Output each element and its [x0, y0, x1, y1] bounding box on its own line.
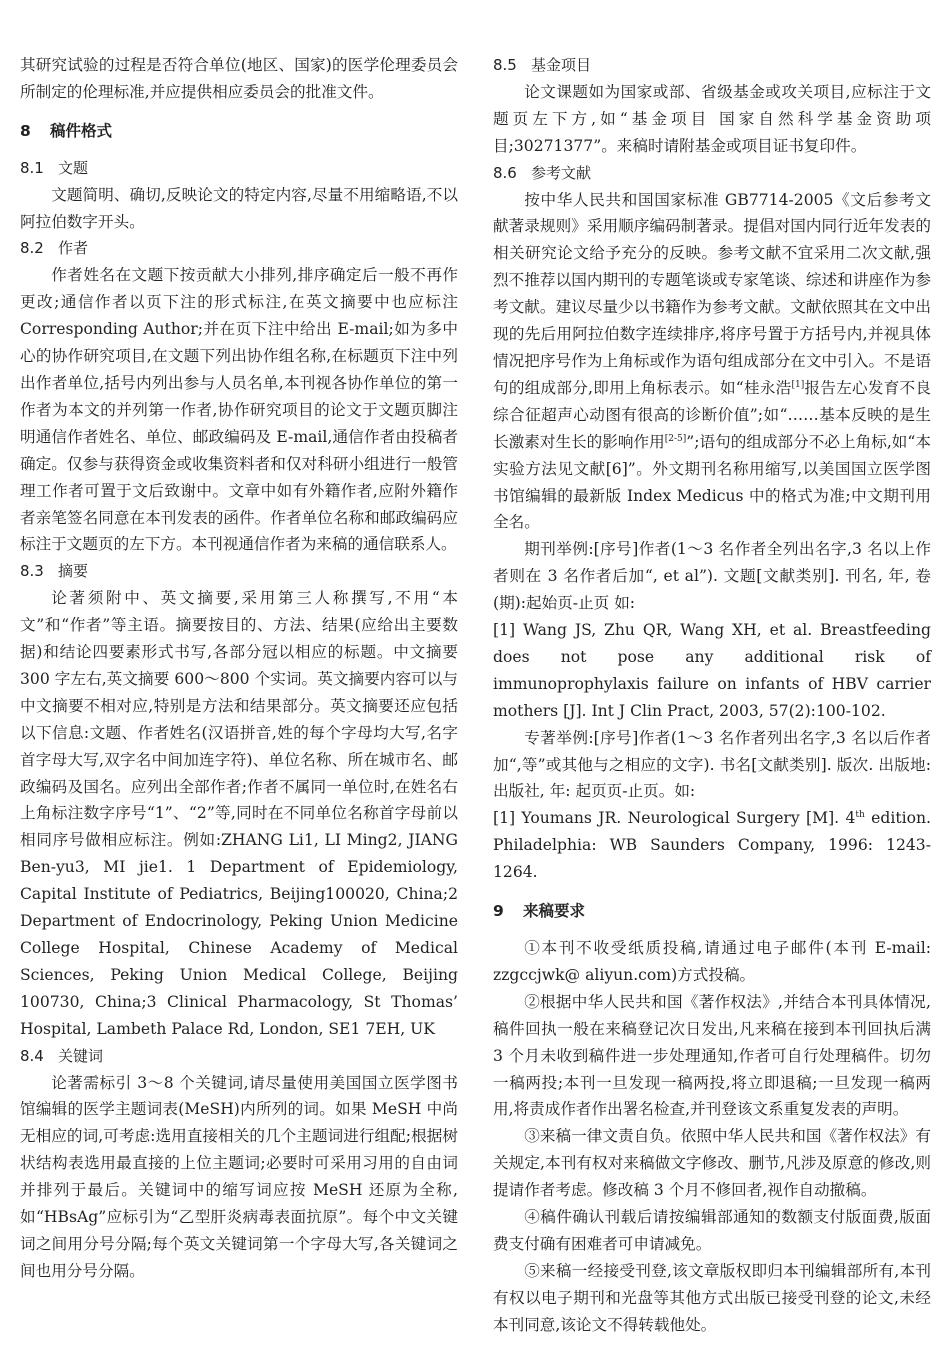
subsection-title: 关键词: [58, 1046, 104, 1065]
subsection-8-4-body: 论著需标引 3～8 个关键词,请尽量使用美国国立医学图书馆编辑的医学主题词表(MeSH)内所列的词。如果 MeSH 中尚无相应的词,可考虑:选用直接相关的几个主题词进行组配;根据树状结构表选用最直接的上位主题词;必要时可采用习用的自由词并排列于最后。关键词中的缩写词应按 MeSH 还原为全称,如“HBsAg”应标引为“乙型肝炎病毒表面抗原”。每个中文关键词之间用分号分隔;每个英文关键词第一个字母大写,各关键词之间也用分号分隔。: [20, 1073, 458, 1280]
subsection-title: 参考文献: [531, 163, 592, 182]
subsection-number: 8.2: [20, 239, 44, 258]
citation-superscript: [2-5]: [664, 433, 687, 444]
subsection-number: 8.4: [20, 1046, 44, 1065]
subsection-title: 基金项目: [531, 56, 592, 74]
section-number: 9: [493, 902, 504, 921]
subsection-title: 摘要: [58, 562, 89, 581]
section-title: 来稿要求: [523, 902, 586, 921]
section-8-heading: [20, 118, 458, 145]
subsection-number: 8.5: [493, 56, 517, 74]
subsection-8-3-body: 论著须附中、英文摘要,采用第三人称撰写,不用“本文”和“作者”等主语。摘要按目的、方法、结果(应给出主要数据)和结论四要素形式书写,各部分冠以相应的标题。中文摘要 300 字左右,英文摘要 600～800 个实词。英文摘要内容可以与中文摘要不相对应,特别是方法和结果部分。英文摘要还应包括以下信息:文题、作者姓名(汉语拼音,姓的每个字母均大写,名字首字母大写,双字名中间加连字符)、单位名称、所在城市名、邮政编码及国名。应列出全部作者;作者不属同一单位时,在姓名右上角标注数字序号“1”、“2”等,同时在不同单位名称首字母前以相同序号做相应标注。例如:ZHANG Li1, LI Ming2, JIANG Ben-yu3, MI jie1. 1 Department of Epidemiology, Capital Institute of Pediatrics, Beijing100020, China;2 Department of Endocrinology, Peking Union Medicine College Hospital, Chinese Academy of Medical Sciences, Peking Union Medical College, Beijing 100730, China;3 Clinical Pharmacology, St Thomas’ Hospital, Lambeth Palace Rd, London, SE1 7EH, UK: [20, 589, 458, 1038]
body-text: ”;语句的组成部分不必上角标,如“本实验方法见文献[6]”。外文期刊名称用缩写,以美国国立医学图书馆编辑的最新版 Index Medicus 中的格式为准;中文期刊用全名。: [493, 432, 931, 532]
requirement-item-2: ②根据中华人民共和国《著作权法》,并结合本刊具体情况,稿件回执一般在来稿登记次日发出,凡来稿在接到本刊回执后满 3 个月未收到稿件进一步处理通知,作者可自行处理稿件。切勿一稿两投;本刊一旦发现一稿两投,将立即退稿;一旦发现一稿两用,将责成作者作出署名检查,并刊登该文系重复发表的声明。: [493, 992, 931, 1119]
book-example: 专著举例:[序号]作者(1～3 名作者列出名字,3 名以后作者加“,等”或其他与之相应的文字). 书名[文献类别]. 版次. 出版地: 出版社, 年: 起页页-止页。如:: [493, 728, 931, 801]
left-column: [20, 52, 458, 1285]
subsection-8-5-body: 论文课题如为国家或部、省级基金或攻关项目,应标注于文题页左下方,如“基金项目 国家自然科学基金资助项目;30271377”。来稿时请附基金或项目证书复印件。: [493, 82, 931, 155]
subsection-title: 作者: [58, 239, 89, 258]
journal-example: 期刊举例:[序号]作者(1～3 名作者全列出名字,3 名以上作者则在 3 名作者后加“, et al”). 文题[文献类别]. 刊名, 年, 卷(期):起始页-止页 如:: [493, 540, 931, 613]
subsection-8-4-heading: [20, 1043, 458, 1070]
right-column: [493, 52, 931, 1339]
subsection-8-5-heading: [493, 52, 931, 79]
section-9-heading: [493, 898, 931, 925]
subsection-8-2-heading: [20, 235, 458, 262]
subsection-8-1-body: 文题简明、确切,反映论文的特定内容,尽量不用缩略语,不以阿拉伯数字开头。: [20, 185, 458, 231]
body-text: 按中华人民共和国国家标准 GB7714-2005《文后参考文献著录规则》采用顺序编码制著录。提倡对国内同行近年发表的相关研究论文给予充分的反映。参考文献不宜采用二次文献,强烈不推荐以国内期刊的专题笔谈或专家笔谈、综述和讲座作为参考文献。建议尽量少以书籍作为参考文献。文献依照其在文中出现的先后用阿拉伯数字连续排序,将序号置于方括号内,并视具体情况把序号作为上角标或作为语句组成部分在文中引入。不是语句的组成部分,即用上角标表示。如“桂永浩: [493, 190, 931, 397]
requirement-item-4: ④稿件确认刊载后请按编辑部通知的数额支付版面费,版面费支付确有困难者可申请减免。: [493, 1208, 931, 1253]
journal-reference: [1] Wang JS, Zhu QR, Wang XH, et al. Breastfeeding does not pose any additional risk of immunoprophylaxis failure on infants of HBV carrier mothers [J]. Int J Clin Pract, 2003, 57(2):100-102.: [493, 621, 931, 720]
reference-text: edition. Philadelphia: WB Saunders Company, 1996: 1243-1264.: [493, 809, 931, 882]
reference-text: [1] Youmans JR. Neurological Surgery [M]. 4: [493, 809, 856, 828]
body-text: 报告左心发育不良综合征超声心动图有很高的诊断价值”;如“……基本反映的是生长激素对生长的影响作用: [493, 378, 931, 451]
subsection-number: 8.1: [20, 158, 44, 177]
requirement-item-3: ③来稿一律文责自负。依照中华人民共和国《著作权法》有关规定,本刊有权对来稿做文字修改、删节,凡涉及原意的修改,则提请作者考虑。修改稿 3 个月不修回者,视作自动撤稿。: [493, 1127, 931, 1200]
section-number: 8: [20, 121, 31, 140]
subsection-8-6-heading: [493, 160, 931, 187]
subsection-8-2-body: 作者姓名在文题下按贡献大小排列,排序确定后一般不再作更改;通信作者以页下注的形式标注,在英文摘要中也应标注 Corresponding Author;并在页下注中给出 E-mail;如为多中心的协作研究项目,在文题下列出协作组名称,在标题页下注中列出作者单位,括号内列出参与人员名单,本刊视各协作单位的第一作者为本文的并列第一作者,协作研究项目的论文于文题页脚注明通信作者姓名、单位、邮政编码及 E-mail,通信作者由投稿者确定。仅参与获得资金或收集资料者和仅对科研小组进行一般管理工作者可置于文后致谢中。文章中如有外籍作者,应附外籍作者亲笔签名同意在本刊发表的函件。作者单位名称和邮政编码应标注于文题页的左下方。本刊视通信作者为来稿的通信联系人。: [20, 266, 458, 554]
subsection-8-6-body: [493, 187, 931, 537]
intro-paragraph: 其研究试验的过程是否符合单位(地区、国家)的医学伦理委员会所制定的伦理标准,并应提供相应委员会的批准文件。: [20, 56, 458, 101]
edition-superscript: th: [855, 810, 865, 821]
citation-superscript: [1]: [791, 379, 805, 390]
subsection-8-1-heading: [20, 155, 458, 182]
book-reference: [493, 805, 931, 886]
requirement-item-1: ①本刊不收受纸质投稿,请通过电子邮件(本刊 E-mail: zzgccjwk@ aliyun.com)方式投稿。: [493, 939, 931, 984]
section-title: 稿件格式: [50, 121, 113, 140]
subsection-number: 8.3: [20, 562, 44, 581]
subsection-8-3-heading: [20, 558, 458, 585]
subsection-title: 文题: [58, 158, 89, 177]
subsection-number: 8.6: [493, 163, 517, 182]
requirement-item-5: ⑤来稿一经接受刊登,该文章版权即归本刊编辑部所有,本刊有权以电子期刊和光盘等其他方式出版已接受刊登的论文,未经本刊同意,该论文不得转载他处。: [493, 1261, 931, 1334]
